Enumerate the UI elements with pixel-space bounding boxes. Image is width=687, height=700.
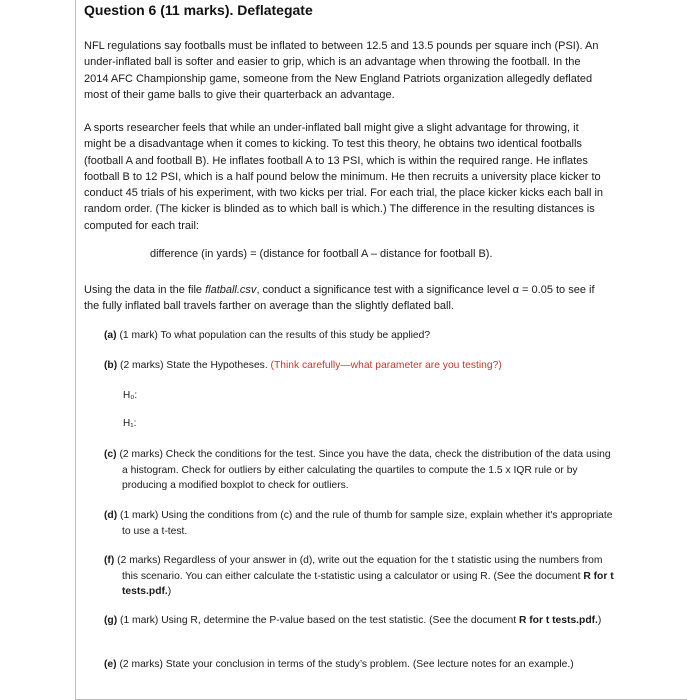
null-hypothesis-label: H₀: [123, 390, 138, 401]
question-g-text: (1 mark) Using R, determine the P-value based on the test statistic. (See the document [120, 615, 519, 626]
question-f-text: (2 marks) Regardless of your answer in (d), write out the equation for the t statistic using the numbers from this scenario. You can either calculate the t-statistic using a calculator or using R. (See the document [117, 555, 603, 582]
instructions-paragraph [84, 282, 604, 315]
question-title: Question 6 (11 marks). Deflategate [84, 2, 313, 18]
intro-paragraph: NFL regulations say footballs must be inflated to between 12.5 and 13.5 pounds per square inch (PSI). An under-inflated ball is softer and easier to grip, which is an advantage when throwing the football. In the 2014 AFC Championship game, someone from the New England Patriots organization allegedly deflated most of their game balls to give their quarterback an advantage. [84, 40, 599, 101]
question-g-label: (g) [104, 615, 118, 626]
question-f [104, 553, 618, 600]
question-f-doc: R for t tests.pdf. [122, 570, 614, 597]
question-g-doc: R for t tests.pdf. [518, 615, 598, 626]
question-e-text: (2 marks) State your conclusion in terms of the study’s problem. (See lecture notes for an example.) [119, 659, 574, 670]
question-e [104, 657, 618, 673]
question-d [104, 508, 618, 539]
question-b-hint: (Think carefully—what parameter are you testing?) [270, 360, 502, 371]
question-d-label: (d) [104, 510, 118, 521]
question-a-text: (1 mark) To what population can the results of this study be applied? [119, 330, 431, 341]
instructions-text-end: , conduct a significance test with a significance level α = 0.05 to see if the fully inflated ball travels farther on average than the slightly deflated ball. [84, 284, 595, 313]
question-b-label: (b) [104, 360, 118, 371]
data-file-name: flatball.csv [205, 284, 257, 296]
alternative-hypothesis-label: H₁: [123, 418, 137, 429]
experiment-paragraph: A sports researcher feels that while an under-inflated ball might give a slight advantage for throwing, it might be a disadvantage when it comes to kicking. To test this theory, he obtains two identical footballs (football A and football B). He inflates football A to 13 PSI, which is within the required range. He inflates football B to 12 PSI, which is a half pound below the minimum. He then recruits a university place kicker to conduct 45 trials of his experiment, with two kicks per trial. For each trial, the place kicker kicks each ball in random order. (The kicker is blinded as to which ball is which.) The difference in the resulting distances is computed for each trail: [84, 122, 604, 232]
question-f-tail: ) [167, 586, 172, 597]
question-g-tail: ) [597, 615, 602, 626]
question-c [104, 447, 618, 494]
question-g [104, 613, 618, 629]
question-b [104, 358, 600, 374]
question-a-label: (a) [104, 330, 117, 341]
question-c-label: (c) [104, 449, 117, 460]
question-e-label: (e) [104, 659, 117, 670]
question-d-text: (1 mark) Using the conditions from (c) and the rule of thumb for sample size, explain whether it's appropriate to use a t-test. [120, 510, 613, 537]
question-a [104, 328, 600, 344]
difference-formula: difference (in yards) = (distance for football A – distance for football B). [150, 248, 493, 260]
question-b-text: (2 marks) State the Hypotheses. [120, 360, 271, 371]
question-c-text: (2 marks) Check the conditions for the test. Since you have the data, check the distribution of the data using a histogram. Check for outliers by either calculating the quartiles to compute the 1.5 x IQR rule or by producing a modified boxplot to check for outliers. [119, 449, 611, 491]
question-f-label: (f) [104, 555, 115, 566]
instructions-text-start: Using the data in the file [84, 284, 206, 296]
